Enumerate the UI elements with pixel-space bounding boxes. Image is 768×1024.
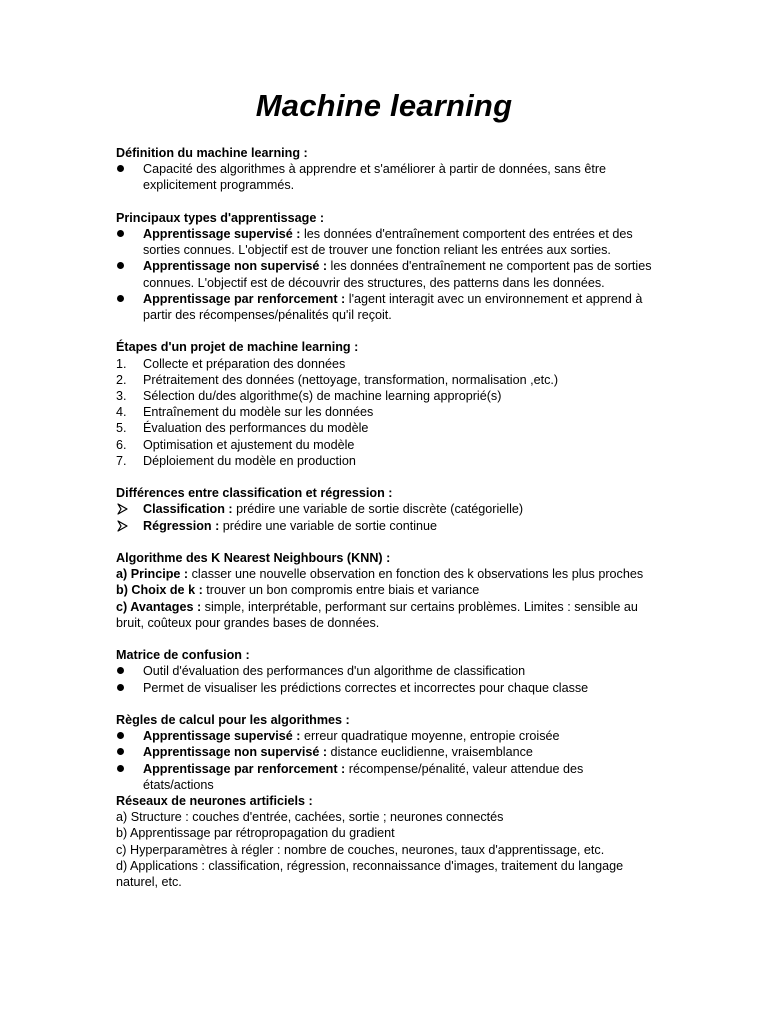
item-text: prédire une variable de sortie discrète (catégorielle) <box>232 502 524 517</box>
item-label: a) Principe : <box>116 567 189 582</box>
item-text: Entraînement du modèle sur les données <box>143 405 374 420</box>
item-label: Apprentissage non supervisé : <box>143 745 328 760</box>
section-neural-networks <box>116 793 656 890</box>
item-number: 3. <box>116 389 127 404</box>
item-label: Apprentissage non supervisé : <box>143 259 328 274</box>
item-label: Apprentissage supervisé : <box>143 729 301 744</box>
section-heading: Algorithme des K Nearest Neighbours (KNN) : <box>116 551 391 566</box>
arrow-item <box>116 501 656 517</box>
bullet-dot-icon <box>117 684 124 691</box>
bullet-item <box>116 291 656 323</box>
section-classification-regression <box>116 485 656 534</box>
numbered-item <box>116 372 656 388</box>
item-text: classer une nouvelle observation en fonction des k observations les plus proches <box>188 567 644 582</box>
bullet-item <box>116 663 656 679</box>
item-text: prédire une variable de sortie continue <box>219 518 438 533</box>
item-text: trouver un bon compromis entre biais et variance <box>202 583 480 598</box>
numbered-item <box>116 437 656 453</box>
bullet-dot-icon <box>117 230 124 237</box>
bullet-dot-icon <box>117 667 124 674</box>
nn-item: c) Hyperparamètres à régler : nombre de couches, neurones, taux d'apprentissage, etc. <box>116 842 605 857</box>
bullet-dot-icon <box>117 295 124 302</box>
item-text: Permet de visualiser les prédictions correctes et incorrectes pour chaque classe <box>143 680 589 695</box>
item-number: 1. <box>116 356 127 371</box>
item-text: récompense/pénalité, valeur attendue des états/actions <box>143 761 584 792</box>
section-heading: Étapes d'un projet de machine learning : <box>116 340 359 355</box>
knn-item <box>116 582 656 598</box>
item-number: 5. <box>116 421 127 436</box>
nn-item: d) Applications : classification, régression, reconnaissance d'images, traitement du langage naturel, etc. <box>116 858 624 890</box>
document-title: Machine learning <box>255 88 513 123</box>
knn-item <box>116 599 656 631</box>
bullet-item <box>116 761 656 793</box>
bullet-item <box>116 744 656 760</box>
numbered-item <box>116 356 656 372</box>
item-text: l'agent interagit avec un environnement et apprend à partir des récompenses/pénalités qu'il reçoit. <box>143 291 643 323</box>
section-steps <box>116 339 656 469</box>
bullet-dot-icon <box>117 748 124 755</box>
item-text: erreur quadratique moyenne, entropie croisée <box>300 729 560 744</box>
item-label: c) Avantages : <box>116 599 202 614</box>
item-text: simple, interprétable, performant sur certains problèmes. Limites : sensible au bruit, coûteux pour grandes bases de données. <box>116 599 638 630</box>
bullet-item <box>116 728 656 744</box>
nn-item: a) Structure : couches d'entrée, cachées, sortie ; neurones connectés <box>116 810 504 825</box>
item-label: Classification : <box>143 502 233 517</box>
item-label: b) Choix de k : <box>116 583 203 598</box>
bullet-item <box>116 226 656 258</box>
item-label: Apprentissage par renforcement : <box>143 291 346 306</box>
section-heading: Réseaux de neurones artificiels : <box>116 794 313 809</box>
item-text: Sélection du/des algorithme(s) de machine learning approprié(s) <box>143 389 502 404</box>
bullet-dot-icon <box>117 165 124 172</box>
item-number: 4. <box>116 405 127 420</box>
section-heading: Règles de calcul pour les algorithmes : <box>116 713 350 728</box>
numbered-item <box>116 388 656 404</box>
item-text: les données d'entraînement comportent des entrées et des sorties connues. L'objectif est de trouver une fonction reliant les entrées aux sorties. <box>143 227 633 258</box>
arrow-bullet-icon <box>116 503 128 515</box>
item-text: les données d'entraînement ne comportent pas de sorties connues. L'objectif est de découvrir des structures, des patterns dans les données. <box>143 259 652 290</box>
document-body <box>116 145 656 906</box>
numbered-item <box>116 420 656 436</box>
item-text: Capacité des algorithmes à apprendre et s'améliorer à partir de données, sans être explicitement programmés. <box>143 162 607 193</box>
item-number: 2. <box>116 372 127 387</box>
arrow-bullet-icon <box>116 520 128 532</box>
arrow-item <box>116 518 656 534</box>
numbered-item <box>116 404 656 420</box>
item-label: Régression : <box>143 518 220 533</box>
bullet-dot-icon <box>117 262 124 269</box>
section-heading: Différences entre classification et régression : <box>116 486 393 501</box>
bullet-dot-icon <box>117 732 124 739</box>
item-label: Apprentissage supervisé : <box>143 227 301 241</box>
item-text: Déploiement du modèle en production <box>143 453 356 468</box>
section-heading: Matrice de confusion : <box>116 648 250 663</box>
numbered-item <box>116 453 656 469</box>
item-text: Collecte et préparation des données <box>143 356 346 371</box>
knn-item <box>116 566 656 582</box>
item-text: distance euclidienne, vraisemblance <box>327 745 533 760</box>
item-label: Apprentissage par renforcement : <box>143 761 346 776</box>
section-knn <box>116 550 656 631</box>
bullet-dot-icon <box>117 765 124 772</box>
section-confusion-matrix <box>116 647 656 696</box>
bullet-item <box>116 258 656 290</box>
section-calculation-rules <box>116 712 656 793</box>
item-number: 7. <box>116 453 127 468</box>
section-definition <box>116 145 656 194</box>
section-heading: Principaux types d'apprentissage : <box>116 210 325 225</box>
nn-item: b) Apprentissage par rétropropagation du gradient <box>116 826 395 841</box>
section-types <box>116 210 656 323</box>
item-text: Prétraitement des données (nettoyage, transformation, normalisation ,etc.) <box>143 372 559 387</box>
section-heading: Définition du machine learning : <box>116 146 308 160</box>
item-text: Évaluation des performances du modèle <box>143 421 369 436</box>
bullet-item <box>116 680 656 696</box>
bullet-item <box>116 161 656 193</box>
item-text: Outil d'évaluation des performances d'un algorithme de classification <box>143 664 526 679</box>
item-text: Optimisation et ajustement du modèle <box>143 437 355 452</box>
item-number: 6. <box>116 437 127 452</box>
